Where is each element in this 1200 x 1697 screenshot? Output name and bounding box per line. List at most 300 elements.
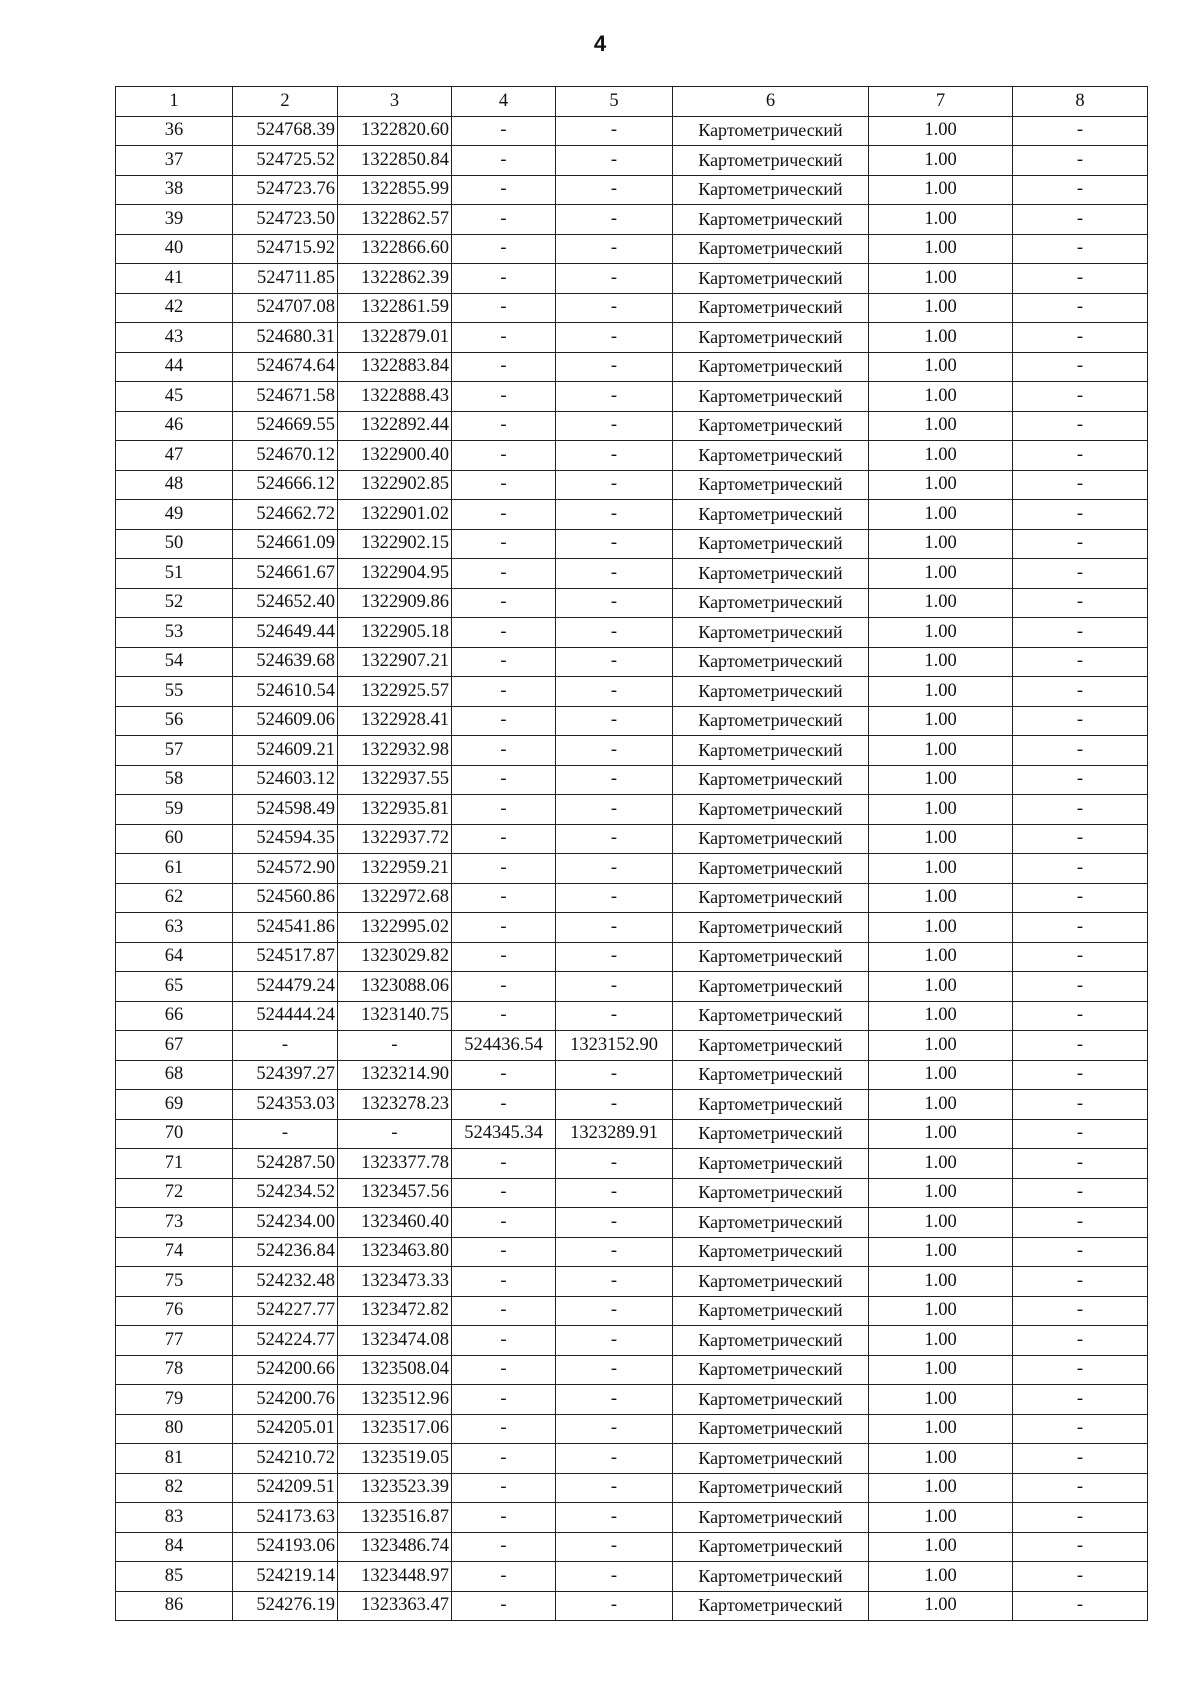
cell-y-coordinate-alt: - <box>556 1591 673 1621</box>
cell-x-coordinate: 524444.24 <box>233 1001 338 1031</box>
cell-y-coordinate: 1323519.05 <box>338 1444 452 1474</box>
cell-y-coordinate-alt: - <box>556 1444 673 1474</box>
cell-method: Картометрический <box>673 1473 869 1503</box>
cell-x-coordinate-alt: - <box>452 470 556 500</box>
cell-x-coordinate: 524219.14 <box>233 1562 338 1592</box>
cell-y-coordinate-alt: - <box>556 765 673 795</box>
cell-y-coordinate: 1322925.57 <box>338 677 452 707</box>
cell-y-coordinate: 1322909.86 <box>338 588 452 618</box>
cell-y-coordinate: 1322935.81 <box>338 795 452 825</box>
cell-accuracy: 1.00 <box>869 1326 1013 1356</box>
cell-y-coordinate: 1323486.74 <box>338 1532 452 1562</box>
cell-x-coordinate-alt: - <box>452 824 556 854</box>
cell-x-coordinate-alt: - <box>452 1237 556 1267</box>
cell-y-coordinate-alt: - <box>556 1237 673 1267</box>
table-row <box>116 559 1148 589</box>
cell-point-number: 42 <box>116 293 233 323</box>
cell-note: - <box>1013 1090 1148 1120</box>
cell-method: Картометрический <box>673 559 869 589</box>
cell-x-coordinate: 524661.67 <box>233 559 338 589</box>
cell-point-number: 82 <box>116 1473 233 1503</box>
cell-y-coordinate-alt: - <box>556 293 673 323</box>
cell-point-number: 46 <box>116 411 233 441</box>
cell-method: Картометрический <box>673 1060 869 1090</box>
cell-accuracy: 1.00 <box>869 1503 1013 1533</box>
table-row <box>116 677 1148 707</box>
cell-method: Картометрический <box>673 500 869 530</box>
cell-y-coordinate-alt: - <box>556 618 673 648</box>
cell-note: - <box>1013 1178 1148 1208</box>
cell-accuracy: 1.00 <box>869 1591 1013 1621</box>
cell-point-number: 59 <box>116 795 233 825</box>
cell-note: - <box>1013 500 1148 530</box>
cell-point-number: 66 <box>116 1001 233 1031</box>
table-row <box>116 1119 1148 1149</box>
cell-note: - <box>1013 1355 1148 1385</box>
table-row <box>116 1414 1148 1444</box>
cell-y-coordinate-alt: - <box>556 175 673 205</box>
cell-method: Картометрический <box>673 352 869 382</box>
table-row <box>116 1208 1148 1238</box>
cell-x-coordinate-alt: - <box>452 382 556 412</box>
cell-note: - <box>1013 1385 1148 1415</box>
cell-x-coordinate: 524723.76 <box>233 175 338 205</box>
cell-x-coordinate: 524603.12 <box>233 765 338 795</box>
cell-note: - <box>1013 441 1148 471</box>
cell-accuracy: 1.00 <box>869 1001 1013 1031</box>
table-row <box>116 1060 1148 1090</box>
cell-y-coordinate: 1322937.55 <box>338 765 452 795</box>
cell-x-coordinate: 524287.50 <box>233 1149 338 1179</box>
cell-x-coordinate-alt: - <box>452 293 556 323</box>
cell-point-number: 63 <box>116 913 233 943</box>
cell-method: Картометрический <box>673 470 869 500</box>
cell-accuracy: 1.00 <box>869 618 1013 648</box>
cell-y-coordinate-alt: 1323289.91 <box>556 1119 673 1149</box>
cell-accuracy: 1.00 <box>869 1149 1013 1179</box>
cell-point-number: 81 <box>116 1444 233 1474</box>
cell-note: - <box>1013 883 1148 913</box>
table-row <box>116 264 1148 294</box>
cell-point-number: 79 <box>116 1385 233 1415</box>
cell-point-number: 57 <box>116 736 233 766</box>
cell-x-coordinate: 524661.09 <box>233 529 338 559</box>
table-row <box>116 1591 1148 1621</box>
cell-y-coordinate: 1323512.96 <box>338 1385 452 1415</box>
cell-x-coordinate-alt: - <box>452 1414 556 1444</box>
cell-accuracy: 1.00 <box>869 441 1013 471</box>
cell-method: Картометрический <box>673 1326 869 1356</box>
cell-x-coordinate-alt: - <box>452 1001 556 1031</box>
cell-x-coordinate: 524723.50 <box>233 205 338 235</box>
table-row <box>116 736 1148 766</box>
cell-method: Картометрический <box>673 972 869 1002</box>
cell-method: Картометрический <box>673 116 869 146</box>
cell-y-coordinate: 1322861.59 <box>338 293 452 323</box>
cell-method: Картометрический <box>673 706 869 736</box>
cell-y-coordinate: 1323363.47 <box>338 1591 452 1621</box>
table-row <box>116 116 1148 146</box>
cell-x-coordinate-alt: - <box>452 736 556 766</box>
cell-y-coordinate-alt: - <box>556 1090 673 1120</box>
cell-point-number: 70 <box>116 1119 233 1149</box>
cell-point-number: 48 <box>116 470 233 500</box>
cell-y-coordinate-alt: - <box>556 942 673 972</box>
cell-y-coordinate-alt: - <box>556 1296 673 1326</box>
cell-y-coordinate-alt: - <box>556 588 673 618</box>
cell-method: Картометрический <box>673 146 869 176</box>
cell-y-coordinate-alt: - <box>556 1562 673 1592</box>
cell-x-coordinate-alt: - <box>452 883 556 913</box>
cell-x-coordinate: 524200.76 <box>233 1385 338 1415</box>
cell-accuracy: 1.00 <box>869 116 1013 146</box>
cell-note: - <box>1013 234 1148 264</box>
cell-point-number: 61 <box>116 854 233 884</box>
cell-y-coordinate: 1323516.87 <box>338 1503 452 1533</box>
table-row <box>116 1296 1148 1326</box>
cell-note: - <box>1013 588 1148 618</box>
cell-note: - <box>1013 795 1148 825</box>
table-body <box>116 116 1148 1621</box>
cell-x-coordinate-alt: - <box>452 1591 556 1621</box>
cell-x-coordinate-alt: - <box>452 1385 556 1415</box>
table-row <box>116 647 1148 677</box>
cell-accuracy: 1.00 <box>869 1444 1013 1474</box>
cell-accuracy: 1.00 <box>869 1031 1013 1061</box>
cell-method: Картометрический <box>673 588 869 618</box>
cell-accuracy: 1.00 <box>869 1562 1013 1592</box>
cell-accuracy: 1.00 <box>869 1473 1013 1503</box>
cell-x-coordinate: 524205.01 <box>233 1414 338 1444</box>
cell-y-coordinate-alt: - <box>556 824 673 854</box>
table-row <box>116 1001 1148 1031</box>
cell-x-coordinate: 524598.49 <box>233 795 338 825</box>
cell-x-coordinate-alt: - <box>452 1444 556 1474</box>
cell-accuracy: 1.00 <box>869 854 1013 884</box>
cell-y-coordinate-alt: - <box>556 1385 673 1415</box>
table-row <box>116 411 1148 441</box>
cell-x-coordinate-alt: - <box>452 972 556 1002</box>
cell-point-number: 77 <box>116 1326 233 1356</box>
cell-method: Картометрический <box>673 234 869 264</box>
table-row <box>116 1326 1148 1356</box>
cell-accuracy: 1.00 <box>869 323 1013 353</box>
cell-method: Картометрический <box>673 382 869 412</box>
cell-y-coordinate: 1322995.02 <box>338 913 452 943</box>
cell-method: Картометрический <box>673 913 869 943</box>
cell-y-coordinate: 1322937.72 <box>338 824 452 854</box>
cell-x-coordinate: 524674.64 <box>233 352 338 382</box>
table-row <box>116 942 1148 972</box>
cell-x-coordinate: 524234.00 <box>233 1208 338 1238</box>
cell-point-number: 38 <box>116 175 233 205</box>
table-row <box>116 175 1148 205</box>
cell-note: - <box>1013 854 1148 884</box>
cell-x-coordinate-alt: - <box>452 529 556 559</box>
cell-y-coordinate: 1322959.21 <box>338 854 452 884</box>
cell-point-number: 65 <box>116 972 233 1002</box>
cell-accuracy: 1.00 <box>869 942 1013 972</box>
cell-y-coordinate-alt: - <box>556 234 673 264</box>
cell-x-coordinate: 524768.39 <box>233 116 338 146</box>
cell-x-coordinate-alt: - <box>452 913 556 943</box>
cell-y-coordinate-alt: - <box>556 500 673 530</box>
table-row <box>116 1090 1148 1120</box>
cell-x-coordinate: 524227.77 <box>233 1296 338 1326</box>
cell-note: - <box>1013 205 1148 235</box>
cell-accuracy: 1.00 <box>869 175 1013 205</box>
cell-y-coordinate-alt: - <box>556 647 673 677</box>
cell-accuracy: 1.00 <box>869 765 1013 795</box>
cell-x-coordinate: 524670.12 <box>233 441 338 471</box>
cell-x-coordinate-alt: - <box>452 352 556 382</box>
cell-point-number: 43 <box>116 323 233 353</box>
cell-method: Картометрический <box>673 441 869 471</box>
cell-x-coordinate: 524639.68 <box>233 647 338 677</box>
table-row <box>116 1178 1148 1208</box>
cell-method: Картометрический <box>673 765 869 795</box>
cell-y-coordinate-alt: - <box>556 854 673 884</box>
cell-x-coordinate-alt: - <box>452 1296 556 1326</box>
cell-y-coordinate: 1323088.06 <box>338 972 452 1002</box>
cell-point-number: 73 <box>116 1208 233 1238</box>
cell-y-coordinate-alt: - <box>556 795 673 825</box>
cell-x-coordinate: 524725.52 <box>233 146 338 176</box>
cell-y-coordinate: 1322862.39 <box>338 264 452 294</box>
cell-y-coordinate: 1323517.06 <box>338 1414 452 1444</box>
cell-x-coordinate: 524200.66 <box>233 1355 338 1385</box>
cell-y-coordinate-alt: - <box>556 883 673 913</box>
cell-note: - <box>1013 1591 1148 1621</box>
cell-y-coordinate: 1323214.90 <box>338 1060 452 1090</box>
cell-y-coordinate: 1323474.08 <box>338 1326 452 1356</box>
cell-x-coordinate: 524610.54 <box>233 677 338 707</box>
cell-accuracy: 1.00 <box>869 146 1013 176</box>
cell-accuracy: 1.00 <box>869 352 1013 382</box>
cell-y-coordinate-alt: - <box>556 382 673 412</box>
cell-y-coordinate: 1323377.78 <box>338 1149 452 1179</box>
cell-x-coordinate: 524517.87 <box>233 942 338 972</box>
cell-y-coordinate: 1322888.43 <box>338 382 452 412</box>
table-row <box>116 382 1148 412</box>
cell-note: - <box>1013 1326 1148 1356</box>
cell-x-coordinate: 524609.21 <box>233 736 338 766</box>
cell-x-coordinate: 524236.84 <box>233 1237 338 1267</box>
table-row <box>116 1031 1148 1061</box>
cell-y-coordinate: 1323448.97 <box>338 1562 452 1592</box>
coordinates-table <box>115 86 1148 1621</box>
cell-note: - <box>1013 1414 1148 1444</box>
cell-y-coordinate: 1323457.56 <box>338 1178 452 1208</box>
cell-y-coordinate-alt: - <box>556 1208 673 1238</box>
cell-x-coordinate: 524541.86 <box>233 913 338 943</box>
cell-note: - <box>1013 559 1148 589</box>
cell-accuracy: 1.00 <box>869 1208 1013 1238</box>
cell-y-coordinate: 1322907.21 <box>338 647 452 677</box>
cell-x-coordinate-alt: - <box>452 588 556 618</box>
cell-point-number: 40 <box>116 234 233 264</box>
cell-x-coordinate: 524662.72 <box>233 500 338 530</box>
cell-x-coordinate-alt: - <box>452 706 556 736</box>
cell-accuracy: 1.00 <box>869 1414 1013 1444</box>
cell-y-coordinate-alt: - <box>556 972 673 1002</box>
cell-accuracy: 1.00 <box>869 972 1013 1002</box>
cell-point-number: 53 <box>116 618 233 648</box>
cell-point-number: 55 <box>116 677 233 707</box>
cell-x-coordinate: 524609.06 <box>233 706 338 736</box>
cell-note: - <box>1013 1296 1148 1326</box>
cell-x-coordinate-alt: - <box>452 116 556 146</box>
cell-method: Картометрический <box>673 883 869 913</box>
cell-x-coordinate: 524209.51 <box>233 1473 338 1503</box>
cell-y-coordinate-alt: - <box>556 116 673 146</box>
cell-note: - <box>1013 913 1148 943</box>
cell-accuracy: 1.00 <box>869 736 1013 766</box>
cell-note: - <box>1013 1208 1148 1238</box>
cell-method: Картометрический <box>673 736 869 766</box>
cell-y-coordinate-alt: - <box>556 1532 673 1562</box>
cell-point-number: 51 <box>116 559 233 589</box>
table-row <box>116 205 1148 235</box>
cell-x-coordinate-alt: - <box>452 559 556 589</box>
cell-note: - <box>1013 1503 1148 1533</box>
cell-accuracy: 1.00 <box>869 500 1013 530</box>
cell-method: Картометрический <box>673 1178 869 1208</box>
table-row <box>116 293 1148 323</box>
cell-point-number: 39 <box>116 205 233 235</box>
cell-note: - <box>1013 942 1148 972</box>
cell-point-number: 41 <box>116 264 233 294</box>
cell-x-coordinate-alt: - <box>452 765 556 795</box>
cell-method: Картометрический <box>673 205 869 235</box>
cell-point-number: 71 <box>116 1149 233 1179</box>
cell-y-coordinate-alt: - <box>556 706 673 736</box>
cell-x-coordinate-alt: - <box>452 854 556 884</box>
cell-y-coordinate: 1322850.84 <box>338 146 452 176</box>
cell-accuracy: 1.00 <box>869 824 1013 854</box>
cell-method: Картометрический <box>673 1444 869 1474</box>
table-row <box>116 470 1148 500</box>
table-row <box>116 1444 1148 1474</box>
cell-x-coordinate-alt: - <box>452 146 556 176</box>
cell-point-number: 74 <box>116 1237 233 1267</box>
cell-y-coordinate: 1322862.57 <box>338 205 452 235</box>
cell-y-coordinate-alt: - <box>556 146 673 176</box>
table-row <box>116 1355 1148 1385</box>
cell-x-coordinate: 524666.12 <box>233 470 338 500</box>
cell-point-number: 68 <box>116 1060 233 1090</box>
cell-note: - <box>1013 736 1148 766</box>
cell-y-coordinate: 1322883.84 <box>338 352 452 382</box>
cell-accuracy: 1.00 <box>869 559 1013 589</box>
cell-note: - <box>1013 116 1148 146</box>
cell-note: - <box>1013 1267 1148 1297</box>
cell-x-coordinate-alt: 524436.54 <box>452 1031 556 1061</box>
cell-y-coordinate-alt: - <box>556 323 673 353</box>
cell-accuracy: 1.00 <box>869 1267 1013 1297</box>
cell-y-coordinate-alt: - <box>556 1326 673 1356</box>
cell-point-number: 76 <box>116 1296 233 1326</box>
cell-x-coordinate-alt: - <box>452 677 556 707</box>
cell-method: Картометрический <box>673 1503 869 1533</box>
cell-y-coordinate: 1323472.82 <box>338 1296 452 1326</box>
cell-note: - <box>1013 1444 1148 1474</box>
cell-x-coordinate: 524669.55 <box>233 411 338 441</box>
cell-note: - <box>1013 677 1148 707</box>
table-row <box>116 1237 1148 1267</box>
cell-point-number: 54 <box>116 647 233 677</box>
cell-point-number: 86 <box>116 1591 233 1621</box>
cell-x-coordinate: - <box>233 1119 338 1149</box>
cell-x-coordinate-alt: - <box>452 1149 556 1179</box>
cell-y-coordinate-alt: - <box>556 1267 673 1297</box>
cell-x-coordinate-alt: - <box>452 1326 556 1356</box>
cell-x-coordinate-alt: - <box>452 441 556 471</box>
cell-y-coordinate-alt: - <box>556 205 673 235</box>
cell-x-coordinate: 524649.44 <box>233 618 338 648</box>
cell-point-number: 84 <box>116 1532 233 1562</box>
cell-y-coordinate-alt: - <box>556 1414 673 1444</box>
cell-accuracy: 1.00 <box>869 1532 1013 1562</box>
cell-point-number: 50 <box>116 529 233 559</box>
cell-x-coordinate-alt: - <box>452 942 556 972</box>
cell-method: Картометрический <box>673 1591 869 1621</box>
column-header-4: 4 <box>452 87 556 117</box>
cell-y-coordinate-alt: - <box>556 677 673 707</box>
cell-x-coordinate: 524715.92 <box>233 234 338 264</box>
cell-x-coordinate-alt: - <box>452 175 556 205</box>
table-row <box>116 765 1148 795</box>
cell-note: - <box>1013 1473 1148 1503</box>
cell-accuracy: 1.00 <box>869 264 1013 294</box>
cell-x-coordinate-alt: - <box>452 1090 556 1120</box>
table-row <box>116 1532 1148 1562</box>
cell-y-coordinate: 1322932.98 <box>338 736 452 766</box>
table-row <box>116 1267 1148 1297</box>
cell-x-coordinate-alt: 524345.34 <box>452 1119 556 1149</box>
cell-method: Картометрический <box>673 1532 869 1562</box>
cell-y-coordinate: 1323278.23 <box>338 1090 452 1120</box>
cell-x-coordinate-alt: - <box>452 1208 556 1238</box>
cell-note: - <box>1013 824 1148 854</box>
cell-point-number: 80 <box>116 1414 233 1444</box>
cell-y-coordinate: 1323523.39 <box>338 1473 452 1503</box>
table-row <box>116 1562 1148 1592</box>
cell-point-number: 69 <box>116 1090 233 1120</box>
cell-method: Картометрический <box>673 293 869 323</box>
cell-x-coordinate-alt: - <box>452 1562 556 1592</box>
cell-y-coordinate-alt: - <box>556 736 673 766</box>
cell-accuracy: 1.00 <box>869 382 1013 412</box>
table-row <box>116 883 1148 913</box>
cell-point-number: 67 <box>116 1031 233 1061</box>
cell-note: - <box>1013 765 1148 795</box>
cell-x-coordinate: 524224.77 <box>233 1326 338 1356</box>
cell-point-number: 56 <box>116 706 233 736</box>
cell-point-number: 78 <box>116 1355 233 1385</box>
cell-y-coordinate: 1322820.60 <box>338 116 452 146</box>
table-row <box>116 854 1148 884</box>
cell-y-coordinate: 1322928.41 <box>338 706 452 736</box>
table-row <box>116 1385 1148 1415</box>
cell-note: - <box>1013 411 1148 441</box>
cell-y-coordinate-alt: - <box>556 441 673 471</box>
cell-y-coordinate: 1323460.40 <box>338 1208 452 1238</box>
table-row <box>116 529 1148 559</box>
table-row <box>116 323 1148 353</box>
cell-accuracy: 1.00 <box>869 883 1013 913</box>
cell-accuracy: 1.00 <box>869 913 1013 943</box>
